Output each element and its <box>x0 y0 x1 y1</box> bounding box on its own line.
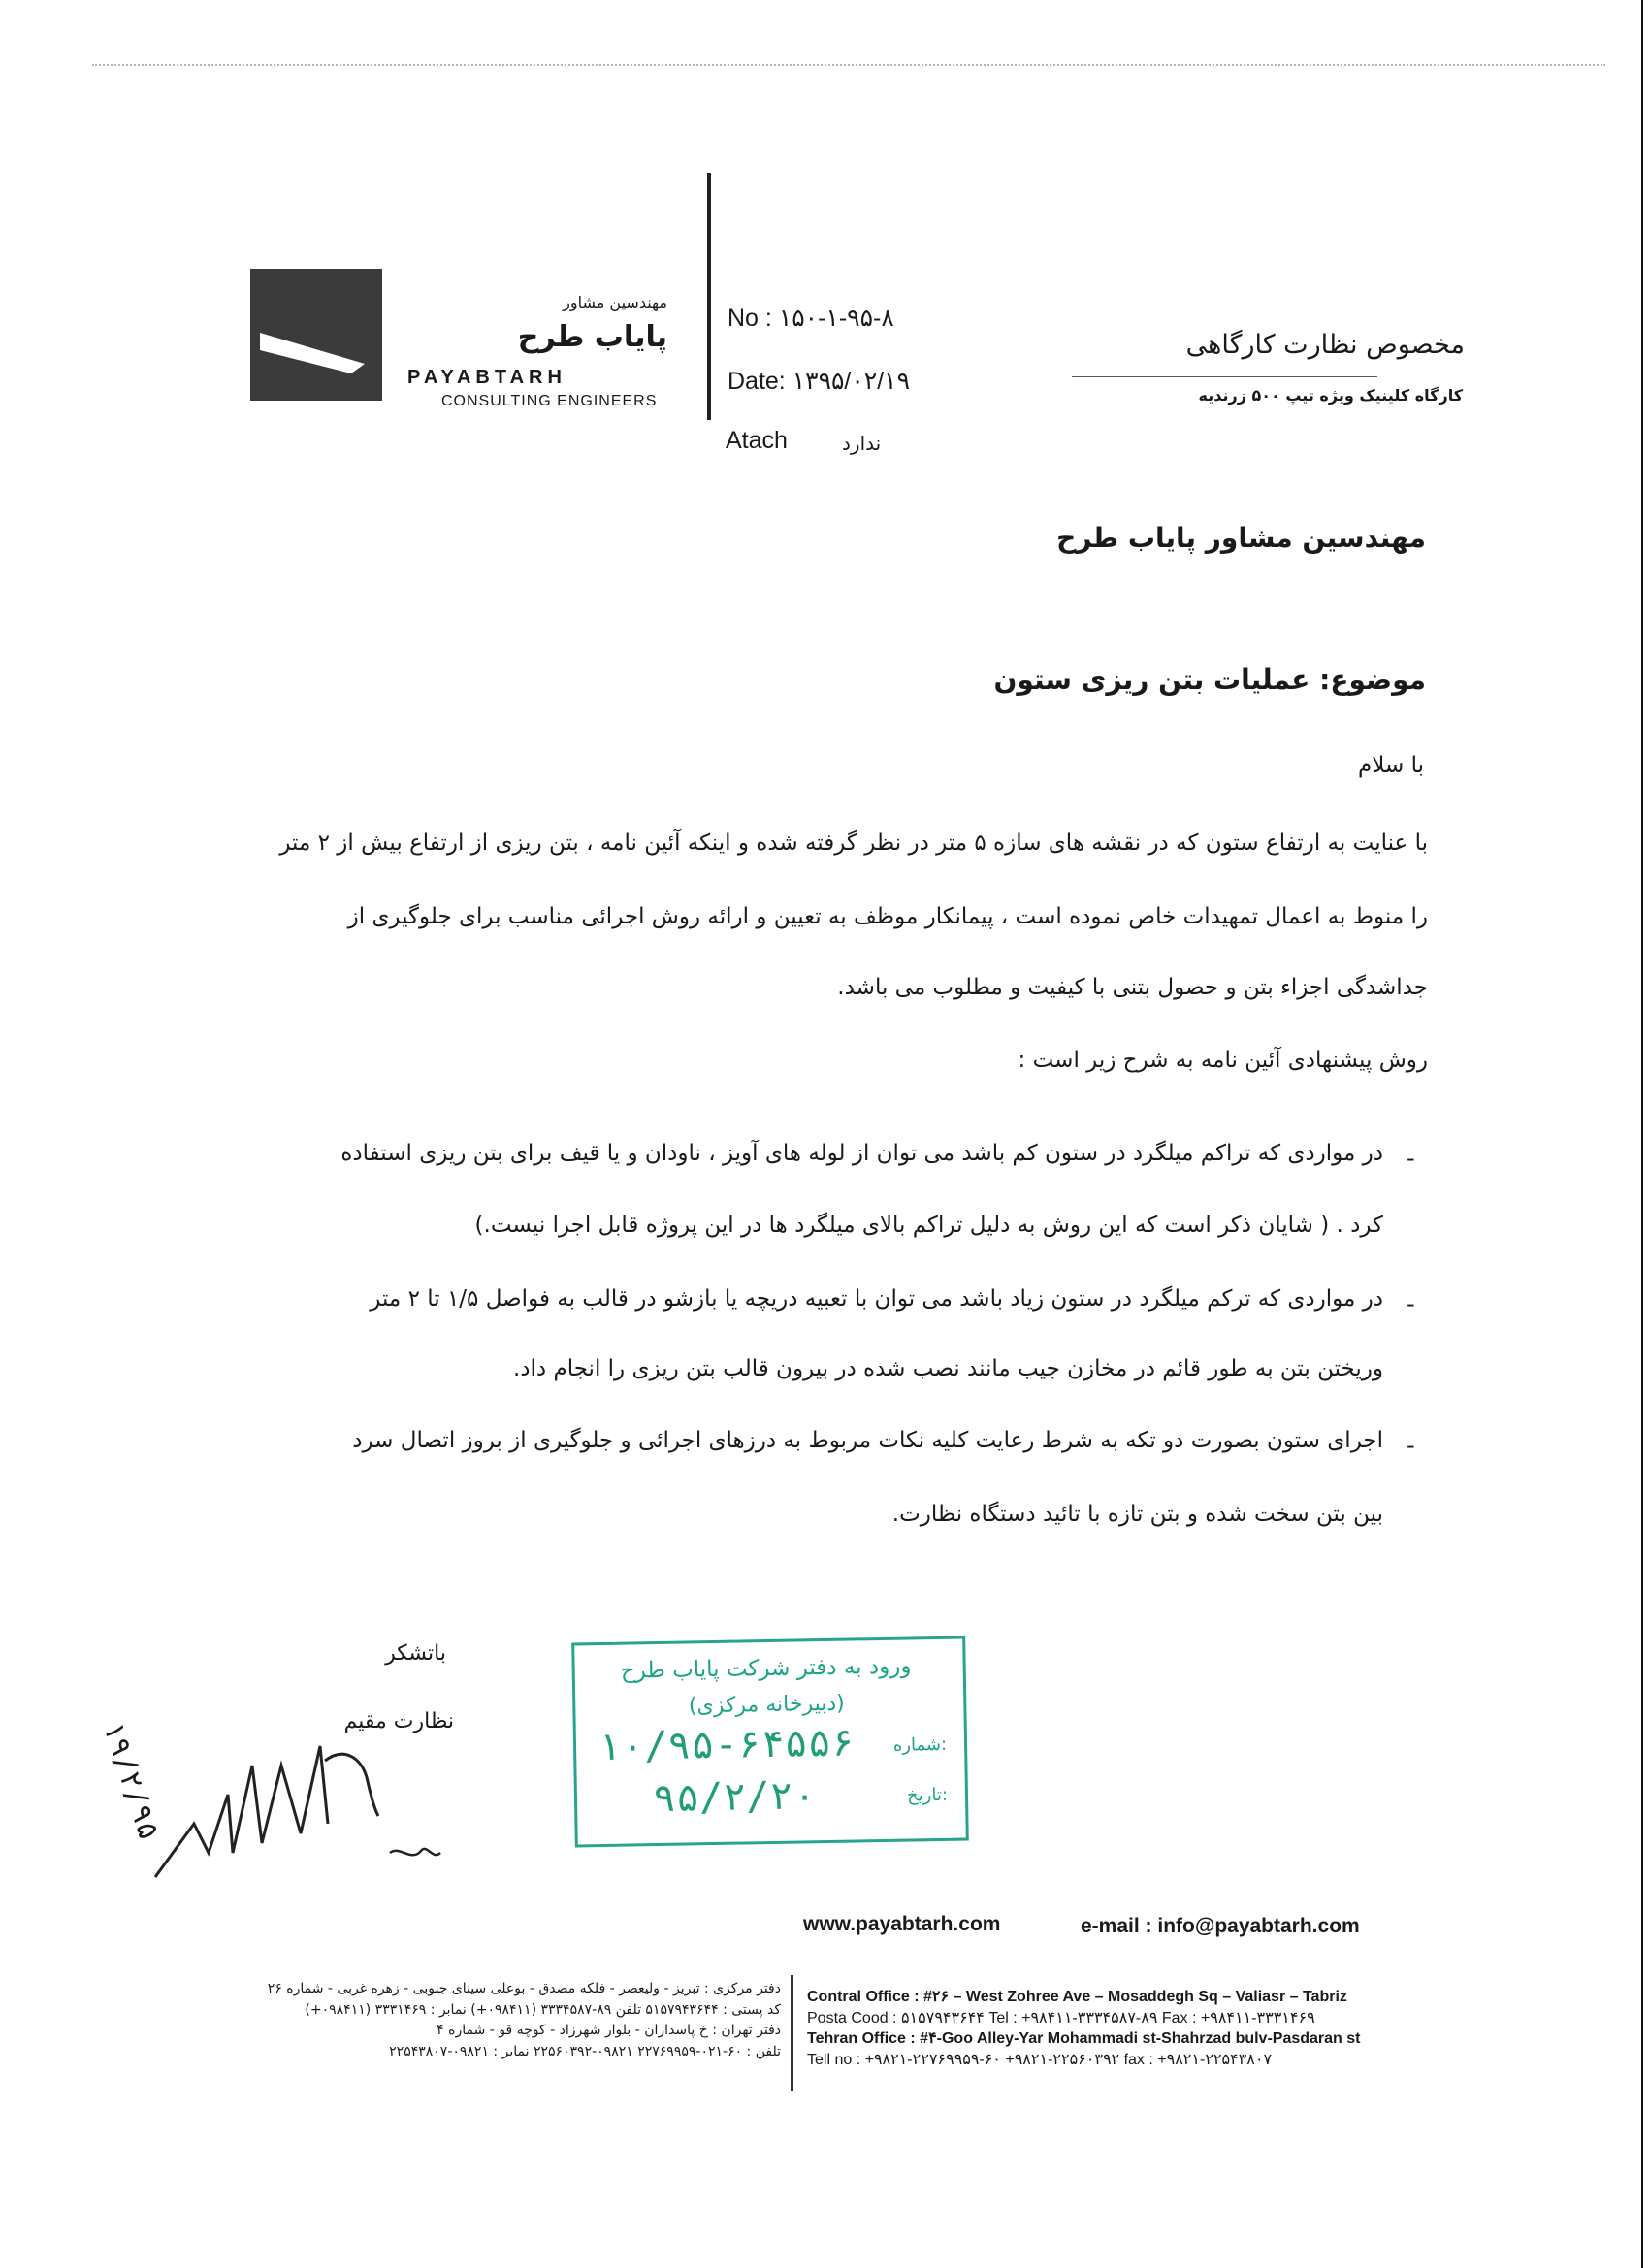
footer-fa-block <box>102 1979 781 2063</box>
footer-separator <box>791 1975 793 2091</box>
footer-en-line-4: Tell no : +۹۸۲۱-۲۲۷۶۹۹۵۹-۶۰ +۹۸۲۱-۲۲۵۶۰۳۹۲ fax : +۹۸۲۱-۲۲۵۴۳۸۰۷ <box>807 2051 1273 2068</box>
header-separator <box>707 173 711 420</box>
bullet-1-line-2: کرد . ( شایان ذکر است که این روش به دلیل تراکم بالای میلگرد ها در این پروژه قابل اجرا نیست.) <box>474 1213 1383 1238</box>
company-logo <box>250 269 382 401</box>
header-right-title: مخصوص نظارت کارگاهی <box>1185 330 1465 360</box>
letter-number: No : ۱۵۰-۱-۹۵-۸ <box>728 305 894 332</box>
stamp-number-label: شماره: <box>892 1733 948 1756</box>
closing: باتشکر <box>385 1641 446 1666</box>
bullet-2-dash: - <box>1406 1290 1415 1317</box>
greeting: با سلام <box>1358 753 1424 778</box>
entry-stamp <box>571 1636 969 1847</box>
stamp-number-value: ۱۰/۹۵-۶۴۵۵۶ <box>597 1720 856 1770</box>
signature <box>136 1707 485 1901</box>
stamp-line-1: ورود به دفتر شرکت پایاب طرح <box>620 1653 912 1684</box>
attach-value: ندارد <box>842 432 882 455</box>
letter-date-value: ۱۳۹۵/۰۲/۱۹ <box>792 368 911 395</box>
letter-number-value: ۱۵۰-۱-۹۵-۸ <box>778 305 894 332</box>
bullet-2-line-2: وریختن بتن به طور قائم در مخازن جیب مانند نصب شده در بیرون قالب بتن ریزی را انجام داد. <box>512 1356 1383 1381</box>
footer-fa-line-1: دفتر مرکزی : تبریز - ولیعصر - فلکه مصدق - بوعلی سینای جنوبی - زهره غربی - شماره ۲۶ <box>267 1981 781 1996</box>
email: e-mail : info@payabtarh.com <box>1081 1915 1360 1937</box>
paragraph-line-4: روش پیشنهادی آئین نامه به شرح زیر است : <box>1018 1048 1428 1073</box>
paragraph-line-1: با عنایت به ارتفاع ستون که در نقشه های سازه ۵ متر در نظر گرفته شده و اینکه آئین نامه ، بتن ریزی از ارتفاع بیش از ۲ متر <box>279 830 1428 856</box>
header-right-subtitle: کارگاه کلینیک ویژه تیپ ۵۰۰ زرندیه <box>1198 386 1463 405</box>
company-fa-name: پایاب طرح <box>517 320 667 354</box>
footer-fa-line-4: تلفن : ۶۰-۰۲۱-۲۲۷۶۹۹۵۹ ۰۹۸۲۱-۲۲۵۶۰۳۹۲ نمابر : ۰۹۸۲۱-۲۲۵۴۳۸۰۷ <box>389 2044 781 2060</box>
company-en-name: PAYABTARH <box>407 367 566 388</box>
stamp-date-label: تاریخ: <box>906 1784 949 1806</box>
footer-en-line-2: Posta Cood : ۵۱۵۷۹۴۳۶۴۴ Tel : +۹۸۴۱۱-۳۳۳۴۵۸۷-۸۹ Fax : +۹۸۴۱۱-۳۳۳۱۴۶۹ <box>807 2009 1315 2026</box>
bullet-3-line-1: اجرای ستون بصورت دو تکه به شرط رعایت کلیه نکات مربوط به درزهای اجرائی و جلوگیری از بروز اتصال سرد <box>352 1428 1383 1453</box>
signature-title: نظارت مقیم <box>343 1709 454 1733</box>
bullet-1-line-1: در مواردی که تراکم میلگرد در ستون کم باشد می توان از لوله های آویز ، ناودان و یا قیف برای بتن ریزی استفاده <box>340 1141 1383 1166</box>
subject: موضوع: عملیات بتن ریزی ستون <box>993 664 1426 696</box>
stamp-line-2: (دبیرخانه مرکزی) <box>688 1691 845 1719</box>
paragraph-line-2: را منوط به اعمال تمهیدات خاص نموده است ، پیمانکار موظف به تعیین و ارائه روش اجرائی مناسب برای جلوگیری از <box>347 904 1428 929</box>
header-underline <box>1072 376 1377 377</box>
stamp-date-value: ۹۵/۲/۲۰ <box>652 1773 817 1822</box>
footer-en-line-3: Tehran Office : #۴-Goo Alley-Yar Mohammadi st-Shahrzad bulv-Pasdaran st <box>807 2030 1361 2048</box>
bullet-3-line-2: بین بتن سخت شده و بتن تازه با تائید دستگاه نظارت. <box>891 1502 1383 1527</box>
signature-date: ۱۹/۲/۹۵ <box>95 1717 167 1845</box>
attach-label: Atach <box>726 427 788 454</box>
website: www.payabtarh.com <box>803 1913 1001 1935</box>
bullet-1-dash: - <box>1406 1145 1415 1172</box>
footer-en-block <box>807 1987 1428 2070</box>
bullet-2-line-1: در مواردی که ترکم میلگرد در ستون زیاد باشد می توان با تعبیه دریچه یا بازشو در قالب به فواصل ۱/۵ تا ۲ متر <box>370 1286 1383 1312</box>
page-edge-line <box>1641 0 1643 2268</box>
bullet-3-dash: - <box>1406 1432 1415 1459</box>
letter-date: Date: ۱۳۹۵/۰۲/۱۹ <box>728 368 911 395</box>
footer-fa-line-3: دفتر تهران : خ پاسداران - بلوار شهرزاد - کوچه قو - شماره ۴ <box>436 2023 781 2039</box>
footer-en-line-1: Contral Office : #۲۶ – West Zohree Ave – Mosaddegh Sq – Valiasr – Tabriz <box>807 1989 1347 2005</box>
footer-fa-line-2: کد پستی : ۵۱۵۷۹۴۳۶۴۴ تلفن ۸۹-۳۳۳۴۵۸۷ (۰۹۸۴۱۱+) نمابر : ۳۳۳۱۴۶۹ (۰۹۸۴۱۱+) <box>305 2001 781 2018</box>
company-en-subtitle: CONSULTING ENGINEERS <box>441 393 658 409</box>
top-dotted-line <box>92 64 1605 66</box>
recipient: مهندسین مشاور پایاب طرح <box>1056 522 1426 554</box>
company-fa-small: مهندسین مشاور <box>563 293 667 311</box>
paragraph-line-3: جداشدگی اجزاء بتن و حصول بتنی با کیفیت و مطلوب می باشد. <box>837 975 1428 1000</box>
